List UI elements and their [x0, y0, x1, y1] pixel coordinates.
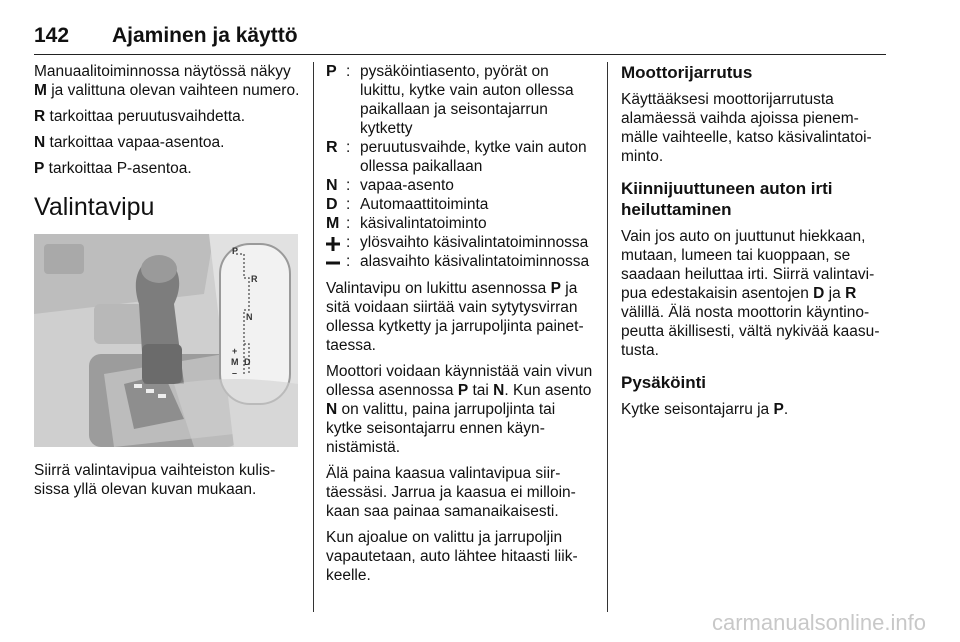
chapter-title: Ajaminen ja käyttö — [112, 24, 298, 47]
legend-text: vapaa-asento — [360, 177, 454, 194]
page-header — [34, 14, 886, 55]
gate-label-p: P — [232, 246, 239, 256]
gate-label-n: N — [246, 312, 253, 322]
legend-row: : ylösvaihto käsivalintatoiminnossa — [326, 233, 594, 252]
legend-text: Automaattitoiminta — [360, 196, 489, 213]
legend-row: M : käsivalintatoiminto — [326, 214, 594, 233]
heading-rocking-free: Kiinnijuuttuneen auton irti heiluttaminen — [621, 179, 833, 219]
legend-text: ylösvaihto käsivalintatoiminnossa — [360, 234, 589, 251]
gate-label-d: D — [244, 357, 251, 367]
legend-key: N — [326, 177, 338, 194]
legend-text: peruutusvaihde, kytke vain auton ollessa paikallaan — [360, 139, 587, 175]
paragraph-parking: Kytke seisontajarru ja P. — [621, 401, 789, 418]
legend-row: P : pysäköintiasento, pyörät on lukittu, kytke vain auton ollessa paikallaan ja seisontajarrun kytketty — [326, 62, 594, 138]
heading-engine-braking: Moottorijarrutus — [621, 63, 753, 82]
paragraph-engine-start: Moottori voidaan käynnistää vain vivun ollessa asennossa P tai N. Kun asento N on valittu, paina jarrupoljinta tai kytke seisontajarru ennen käynnistämistä. — [326, 363, 593, 456]
column-right — [621, 62, 889, 426]
gate-label-minus: – — [232, 368, 238, 378]
legend-key: M — [326, 215, 340, 232]
column-divider — [313, 62, 314, 612]
paragraph-r-meaning: R tarkoittaa peruutusvaihdetta. — [34, 108, 246, 125]
paragraph-manual-mode: Manuaalitoiminnossa näytössä näkyy M ja valittuna olevan vaihteen numero. — [34, 63, 300, 99]
paragraph-no-throttle: Älä paina kaasua valintavipua siirtäessäsi. Jarrua ja kaasua ei milloinkaan saa painaa samanaikaisesti. — [326, 465, 576, 520]
column-middle — [326, 62, 594, 592]
plus-icon — [326, 233, 346, 252]
paragraph-rocking-free: Vain jos auto on juuttunut hiekkaan, mutaan, lumeen tai kuoppaan, se saadaan heiluttaa irti. Siirrä valintavipua edestakaisin asentojen D ja R välillä. Älä nosta moottorin käyntinopeutta äkillisesti, vältä nykivää kaasutusta. — [621, 228, 880, 359]
legend-text: pysäköintiasento, pyörät on lukittu, kytke vain auton ollessa paikallaan ja seisontajarrun kytketty — [360, 63, 574, 137]
legend-row: N : vapaa-asento — [326, 176, 594, 195]
legend-key: R — [326, 139, 338, 156]
legend-text: alasvaihto käsivalintatoiminnossa — [360, 253, 590, 270]
photo-caption: Siirrä valintavipua vaihteiston kulississa yllä olevan kuvan mukaan. — [34, 462, 276, 498]
gate-label-plus: + — [232, 346, 238, 356]
gate-label-r: R — [251, 274, 258, 284]
paragraph-lever-locked: Valintavipu on lukittu asennossa P ja sitä voidaan siirtää vain sytytysvirran ollessa kytketty ja jarrupoljinta painettaessa. — [326, 280, 584, 354]
gear-legend — [326, 62, 594, 271]
paragraph-n-meaning: N tarkoittaa vapaa-asentoa. — [34, 134, 225, 151]
paragraph-p-meaning: P tarkoittaa P-asentoa. — [34, 160, 192, 177]
page-number: 142 — [34, 24, 70, 47]
section-title: Valintavipu — [34, 193, 155, 221]
minus-icon — [326, 252, 346, 271]
legend-key: D — [326, 196, 338, 213]
legend-row: R : peruutusvaihde, kytke vain auton ollessa paikallaan — [326, 138, 594, 176]
column-divider — [607, 62, 608, 612]
heading-parking: Pysäköinti — [621, 373, 707, 392]
legend-text: käsivalintatoiminto — [360, 215, 487, 232]
column-left — [34, 62, 300, 506]
legend-row: : alasvaihto käsivalintatoiminnossa — [326, 252, 594, 271]
gear-selector-photo — [34, 234, 298, 447]
paragraph-engine-braking: Käyttääksesi moottorijarrutusta alamäessä vaihda ajoissa pienemmälle vaihteelle, katso käsivalintatoiminto. — [621, 91, 872, 165]
gate-label-m: M — [231, 357, 239, 367]
legend-row: D : Automaattitoiminta — [326, 195, 594, 214]
paragraph-creep: Kun ajoalue on valittu ja jarrupoljin vapautetaan, auto lähtee hitaasti liikkeelle. — [326, 529, 578, 584]
watermark: carmanualsonline.info — [711, 610, 926, 635]
legend-key: P — [326, 63, 337, 80]
